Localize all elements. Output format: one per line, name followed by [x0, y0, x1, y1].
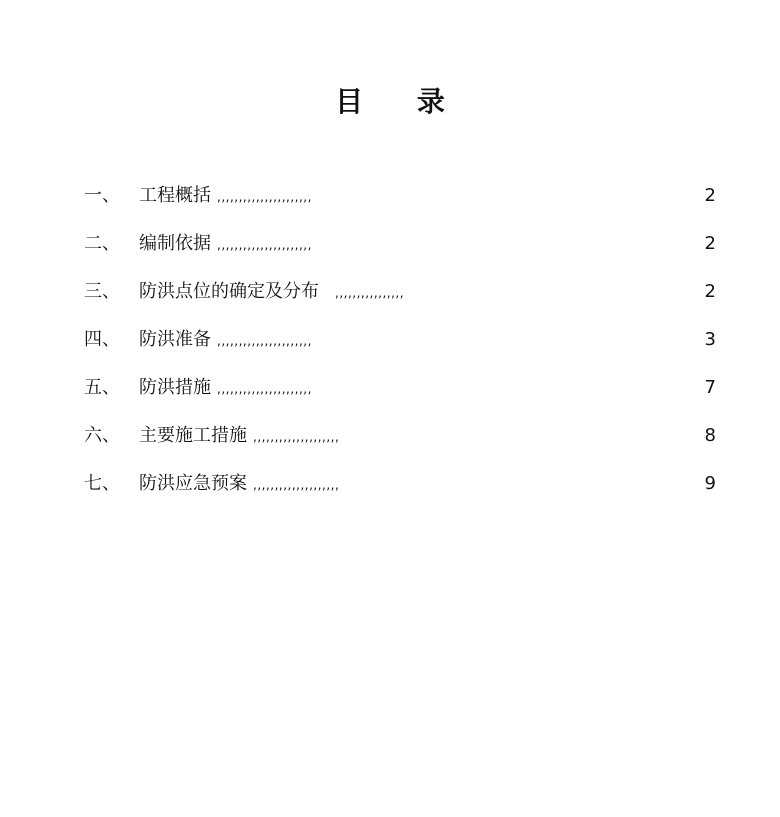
toc-entry-5[interactable]	[84, 370, 716, 418]
toc-leader: ,,,,,,,,,,,,,,,,,,,,,,	[217, 238, 312, 252]
toc-entry-title: 防洪措施	[139, 377, 211, 398]
toc-leader: ,,,,,,,,,,,,,,,,,,,,,,	[217, 382, 312, 396]
toc-page-number: 8	[704, 425, 716, 446]
toc-entry-title: 防洪应急预案	[139, 473, 247, 494]
toc-entry-title: 编制依据	[139, 233, 211, 254]
toc-entry-title-wrap	[139, 418, 339, 455]
toc-page-number: 2	[704, 281, 716, 302]
toc-entry-title: 主要施工措施	[139, 425, 247, 446]
toc-entry-1[interactable]	[84, 178, 716, 226]
toc-page-number: 2	[704, 233, 716, 254]
toc-entry-title-wrap	[139, 226, 312, 263]
toc-entry-number: 一、	[84, 185, 120, 206]
toc-entry-title: 防洪点位的确定及分布	[139, 281, 319, 302]
toc-entry-2[interactable]	[84, 226, 716, 274]
toc-entry-title: 防洪准备	[139, 329, 211, 350]
toc-entry-number: 五、	[84, 377, 120, 398]
page-title: 目 录	[335, 85, 467, 118]
toc-entry-title-wrap	[139, 274, 404, 311]
toc-entry-3[interactable]	[84, 274, 716, 322]
toc-entry-7[interactable]	[84, 466, 716, 514]
toc-entry-number: 七、	[84, 473, 120, 494]
toc-page-number: 2	[704, 185, 716, 206]
toc-entry-title-wrap	[139, 466, 339, 503]
toc-entry-number: 三、	[84, 281, 120, 302]
toc-leader: ,,,,,,,,,,,,,,,,,,,,	[253, 430, 340, 444]
toc-entry-title-wrap	[139, 178, 312, 215]
toc-leader: ,,,,,,,,,,,,,,,,	[335, 286, 405, 300]
toc-leader: ,,,,,,,,,,,,,,,,,,,,	[253, 478, 340, 492]
toc-leader: ,,,,,,,,,,,,,,,,,,,,,,	[217, 334, 312, 348]
toc-page-number: 3	[704, 329, 716, 350]
toc-page-number: 7	[704, 377, 716, 398]
toc-entry-number: 六、	[84, 425, 120, 446]
toc-entry-6[interactable]	[84, 418, 716, 466]
toc-leader: ,,,,,,,,,,,,,,,,,,,,,,	[217, 190, 312, 204]
toc-page-number: 9	[704, 473, 716, 494]
toc-list	[84, 178, 716, 514]
toc-entry-title: 工程概括	[139, 185, 211, 206]
toc-entry-4[interactable]	[84, 322, 716, 370]
toc-entry-number: 二、	[84, 233, 120, 254]
toc-entry-title-wrap	[139, 322, 312, 359]
toc-entry-number: 四、	[84, 329, 120, 350]
toc-entry-title-wrap	[139, 370, 312, 407]
